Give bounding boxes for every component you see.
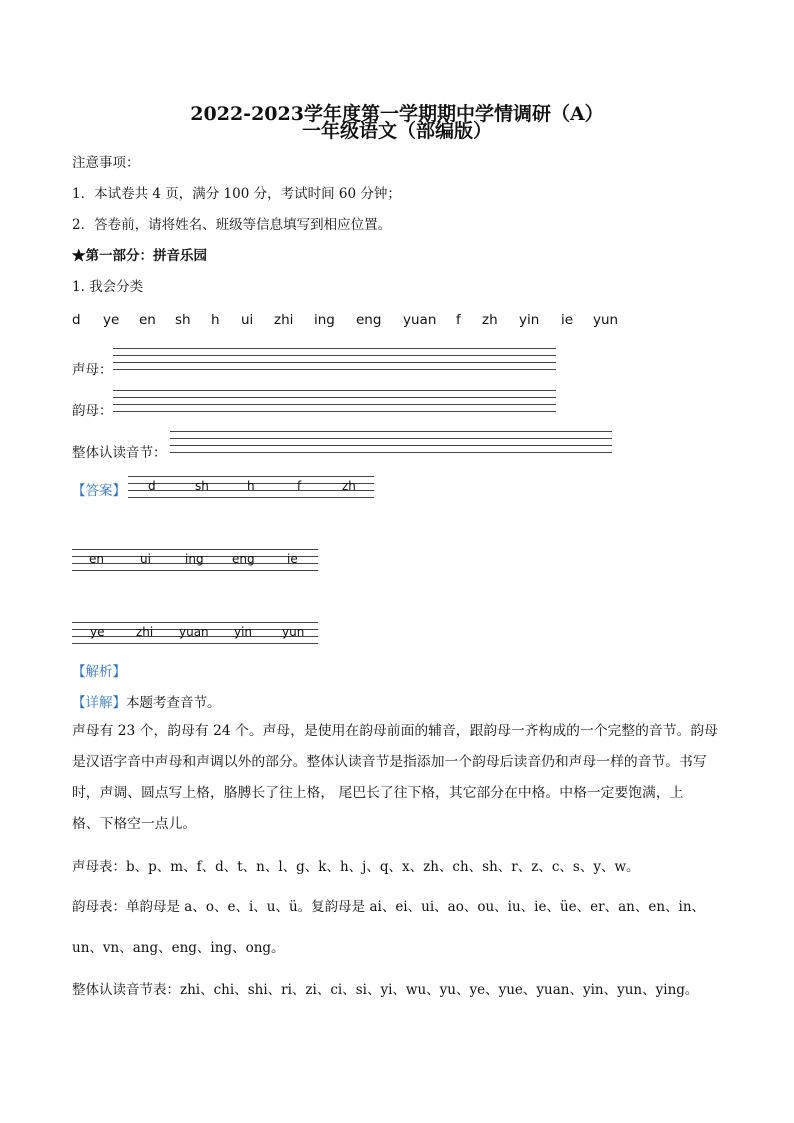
letter-item: h [211,312,220,328]
answer-zhengti-item: yun [282,625,305,639]
answer-yunmu-item: eng [232,552,255,566]
letter-item: en [139,312,156,328]
row-label-yunmu: 韵母： [72,403,113,419]
answer-yunmu-item: ie [287,552,298,566]
paragraph-line: 时，声调、圆点写上格，胳膊长了往上格， 尾巴长了往下格，其它部分在中格。中格一定要饱满，上 [72,785,684,801]
answer-shengmu-item: f [297,479,302,493]
letter-item: eng [356,312,382,328]
answer-yunmu-item: ing [185,552,204,566]
notice-heading: 注意事项： [72,155,140,171]
paragraph-line: 是汉语字音中声母和声调以外的部分。整体认读音节是指添加一个韵母后读音仍和声母一样的音节。书写 [72,754,707,770]
writing-lines-zhengti[interactable] [170,431,612,455]
letter-item: f [456,312,461,328]
letter-item: d [72,312,81,328]
answer-zhengti-item: zhi [136,625,154,639]
letter-item: ing [314,312,335,328]
detail-tag: 【详解】 [72,695,126,711]
detail-text: 本题考查音节。 [126,695,221,711]
yunmu-table-line-1: 韵母表：单韵母是 a、o、e、i、u、ü。复韵母是 ai、ei、ui、ao、ou、iu、ie、üe、er、an、en、in、 [72,899,706,915]
row-label-shengmu: 声母： [72,362,113,378]
writing-lines-shengmu[interactable] [113,348,556,372]
letter-item: yin [519,312,540,328]
answer-shengmu-item: zh [342,479,356,493]
letter-item: zhi [274,312,294,328]
answer-zhengti-item: yuan [179,625,209,639]
explanation-paragraph [72,716,722,840]
detail-line [72,691,221,711]
zhengti-table: 整体认读音节表：zhi、chi、shi、ri、zi、ci、si、yi、wu、yu、ye、yue、yuan、yin、yun、ying。 [72,982,699,998]
shengmu-table: 声母表：b、p、m、f、d、t、n、l、g、k、h、j、q、x、zh、ch、sh、r、z、c、s、y、w。 [72,859,640,875]
letter-item: sh [175,312,191,328]
answer-tag: 【答案】 [72,483,126,499]
answer-shengmu-item: h [247,479,255,493]
answer-shengmu-lines [128,476,374,498]
analysis-tag: 【解析】 [72,664,126,680]
letter-item: yuan [403,312,437,328]
notice-item-1: 1．本试卷共 4 页，满分 100 分，考试时间 60 分钟； [72,186,401,202]
question-label: 1. 我会分类 [72,279,144,295]
letter-item: ye [103,312,120,328]
writing-lines-yunmu[interactable] [113,390,556,414]
paragraph-line: 声母有 23 个，韵母有 24 个。声母，是使用在韵母前面的辅音，跟韵母一齐构成的一个完整的音节。韵母 [72,723,718,739]
answer-yunmu-item: ui [140,552,151,566]
notice-item-2: 2．答卷前，请将姓名、班级等信息填写到相应位置。 [72,217,392,233]
section-title: ★第一部分：拼音乐园 [72,248,207,264]
answer-yunmu-item: en [89,552,104,566]
letter-item: ie [561,312,574,328]
answer-zhengti-item: ye [90,625,105,639]
row-label-zhengti: 整体认读音节： [72,445,167,461]
page-subtitle: 一年级语文（部编版） [301,120,492,142]
answer-shengmu-item: sh [195,479,209,493]
paragraph-line: 格、下格空一点儿。 [72,816,197,832]
letter-item: yun [593,312,619,328]
answer-zhengti-lines [72,622,318,644]
answer-zhengti-item: yin [234,625,253,639]
yunmu-table-line-2: un、vn、ang、eng、ing、ong。 [72,940,285,956]
answer-yunmu-lines [72,549,318,571]
letter-item: ui [241,312,254,328]
page-title: 2022-2023学年度第一学期期中学情调研（A） [190,103,604,125]
letter-item: zh [482,312,498,328]
answer-shengmu-item: d [148,479,156,493]
